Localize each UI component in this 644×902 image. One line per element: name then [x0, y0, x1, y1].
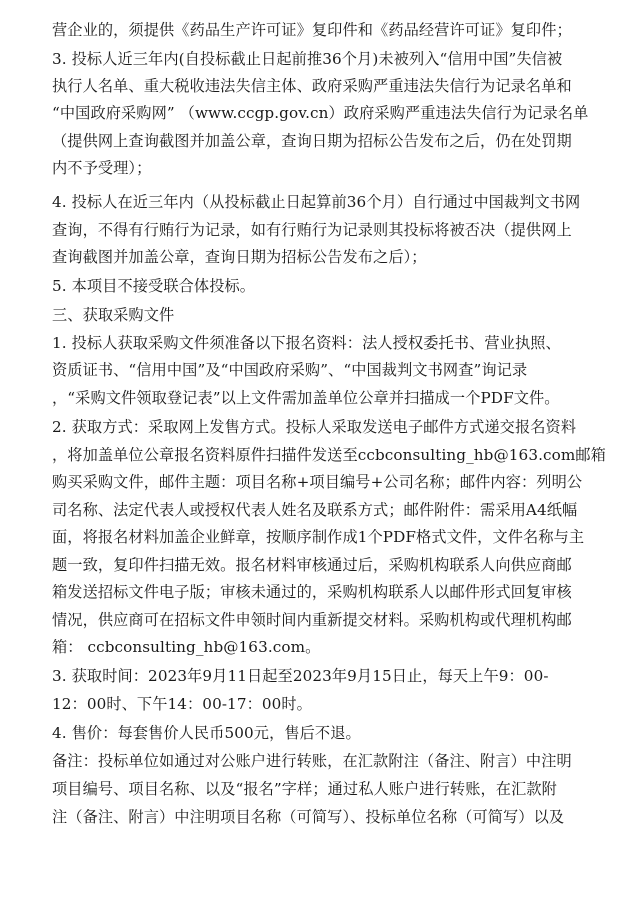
text-line: 3. 获取时间：2023年9月11日起至2023年9月15日止，每天上午9：00-	[52, 667, 549, 685]
text-line: 查询，不得有行贿行为记录，如有行贿行为记录则其投标将被否决（提供网上	[52, 221, 572, 239]
text-line: 4. 售价：每套售价人民币500元，售后不退。	[52, 724, 361, 742]
text-line: 箱发送招标文件电子版；审核未通过的，采购机构联系人以邮件形式回复审核	[52, 583, 572, 601]
text-line: ，“采购文件领取登记表”以上文件需加盖单位公章并扫描成一个PDF文件。	[52, 389, 560, 407]
text-line: 查询截图并加盖公章，查询日期为招标公告发布之后）；	[52, 248, 427, 266]
text-line: 情况，供应商可在招标文件申领时间内重新提交材料。采购机构或代理机构邮	[52, 611, 572, 629]
text-line: 3. 投标人近三年内(自投标截止日起前推36个月)未被列入“信用中国”失信被	[52, 50, 563, 68]
text-line: 购买采购文件，邮件主题：项目名称+项目编号+公司名称；邮件内容：列明公	[52, 473, 583, 491]
text-line: 箱： ccbconsulting_hb@163.com。	[52, 638, 321, 656]
text-line: 资质证书、“信用中国”及“中国政府采购”、“中国裁判文书网查”询记录	[52, 361, 528, 379]
text-line: 内不予受理）；	[52, 159, 152, 177]
text-line: 执行人名单、重大税收违法失信主体、政府采购严重违法失信行为记录名单和	[52, 77, 572, 95]
text-line: 项目编号、项目名称、以及“报名”字样；通过私人账户进行转账，在汇款附	[52, 780, 557, 798]
text-line: 12：00时、下午14：00-17：00时。	[52, 695, 312, 713]
text-line: 三、获取采购文件	[52, 306, 175, 324]
text-line: 1. 投标人获取采购文件须准备以下报名资料：法人授权委托书、营业执照、	[52, 334, 561, 352]
text-line: 注（备注、附言）中注明项目名称（可简写）、投标单位名称（可简写）以及	[52, 808, 565, 826]
text-line: 营企业的，须提供《药品生产许可证》复印件和《药品经营许可证》复印件；	[52, 21, 572, 39]
text-line: 题一致，复印件扫描无效。报名材料审核通过后，采购机构联系人向供应商邮	[52, 556, 572, 574]
text-line: 2. 获取方式：采取网上发售方式。投标人采取发送电子邮件方式递交报名资料	[52, 418, 577, 436]
text-line: 面，将报名材料加盖企业鲜章，按顺序制作成1个PDF格式文件，文件名称与主	[52, 528, 585, 546]
text-line: ，将加盖单位公章报名资料原件扫描件发送至ccbconsulting_hb@163.com邮箱	[52, 446, 606, 464]
text-line: 备注：投标单位如通过对公账户进行转账，在汇款附注（备注、附言）中注明	[52, 752, 572, 770]
text-line: （提供网上查询截图并加盖公章，查询日期为招标公告发布之后，仍在处罚期	[52, 132, 572, 150]
text-line: 司名称、法定代表人或授权代表人姓名及联系方式；邮件附件：需采用A4纸幅	[52, 501, 578, 519]
text-line: 5. 本项目不接受联合体投标。	[52, 277, 256, 295]
text-line: 4. 投标人在近三年内（从投标截止日起算前36个月）自行通过中国裁判文书网	[52, 193, 581, 211]
text-line: “中国政府采购网” （www.ccgp.gov.cn）政府采购严重违法失信行为记录名单	[52, 104, 589, 122]
